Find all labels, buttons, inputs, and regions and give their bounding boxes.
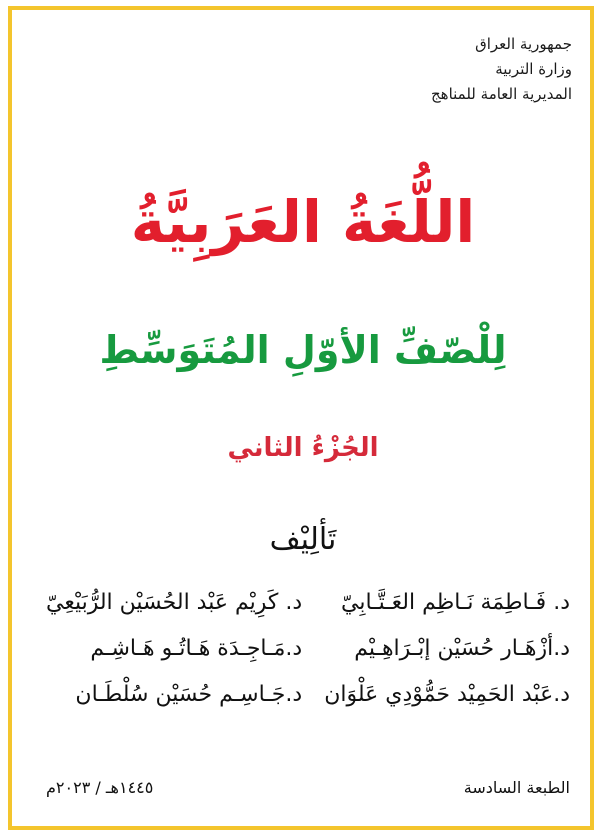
author-name: د. فَـاطِمَة نَـاظِم العَـتَّـابِيّ [340,590,570,615]
author-name: د.مَـاجِـدَة هَـاتُـو هَـاشِـم [90,636,303,661]
header-directorate: المديرية العامة للمناهج [430,85,572,103]
publication-date: ١٤٤٥هـ / ٢٠٢٣م [46,778,154,797]
authorship-label: تَألِيْف [269,522,337,557]
author-name: د.عَبْد الحَمِيْد حَمُّوْدِي عَلْوَان [324,682,570,707]
author-name: د. كَرِيْم عَبْد الحُسَيْن الرُّبَيْعِيّ [46,590,303,615]
header-ministry: وزارة التربية [495,60,572,78]
edition-label: الطبعة السادسة [463,778,570,797]
authors-list [46,584,570,714]
header-country: جمهورية العراق [475,35,572,53]
header-block [272,32,572,107]
book-title: اللُّغَةُ العَرَبِيَّةُ [130,188,476,256]
footer [46,778,570,797]
author-name: د.أزْهَـار حُسَيْن إبْـرَاهِـيْم [354,636,570,661]
author-name: د.جَـاسِـم حُسَيْن سُلْطَـان [75,682,303,707]
book-part: الجُزْءُ الثاني [227,433,379,463]
book-subtitle: لِلْصّفِّ الأوّلِ المُتَوَسِّطِ [99,328,507,372]
